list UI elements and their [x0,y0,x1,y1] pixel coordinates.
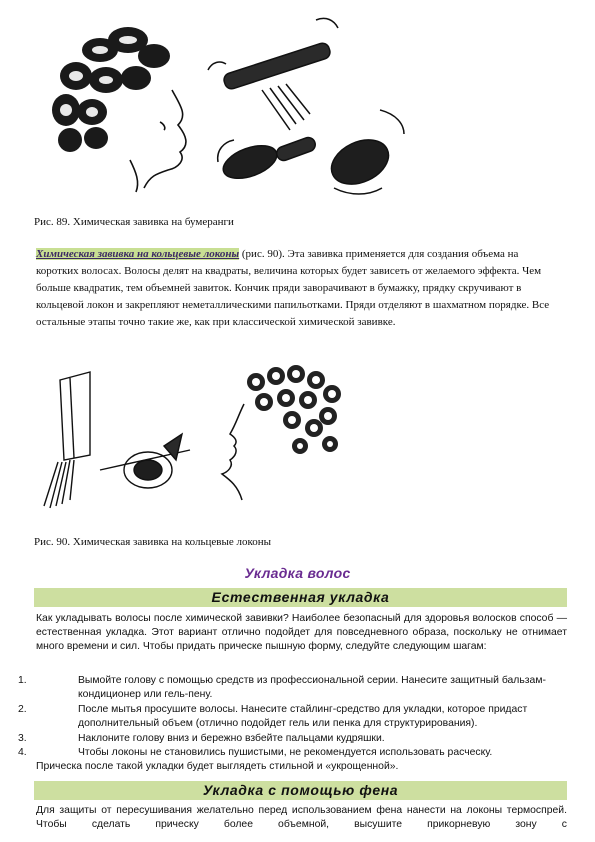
natural-styling-outro: Прическа после такой укладки будет выглядеть стильной и «укрощенной». [36,761,399,772]
subheading-hair-dryer-styling: Укладка с помощью фена [34,781,567,800]
list-text: Чтобы локоны не становились пушистыми, не рекомендуется использовать расческу. [78,747,493,758]
paragraph-text: (рис. 90). Эта завивка применяется для создания объема на коротких волосах. Волосы делят на квадраты, величина которых будет зависеть от желаемого эффекта. Чем больше квадратик, тем объемней завиток. Кончик пряди заворачивают в бумажку, прядку скручивают в кольцевой локон и закрепляют неметаллическими папильотками. Пряди отделяют в шахматном порядке. Все остальные этапы точно такие же, как при классической химической завивке. [36,248,550,328]
curls-mass [52,27,170,152]
list-text: Наклоните голову вниз и бережно взбейте пальцами кудряшки. [78,733,385,744]
list-text: После мытья просушите волосы. Нанесите стайлинг-средство для укладки, которое придаст дополнительный объем (отлично подойдет гель или пенка для структурирования). [78,704,528,729]
highlight-term: Химическая завивка на кольцевые локоны [36,248,240,260]
natural-styling-intro: Как укладывать волосы после химической завивки? Наиболее безопасный для здоровья волосков способ — естественная укладка. Этот вариант отлично подойдет для повседневного образа, поскольку не отнимает много времени и сил. Чтобы придать прическе пышную форму, следуйте следующим шагам: [36,613,567,652]
list-item [18,746,568,760]
ring-curl-pin-drawing [100,434,190,488]
paper-strand-drawing [44,372,90,508]
list-item [18,703,568,731]
list-text: Вымойте голову с помощью средств из профессиональной серии. Нанесите защитный бальзам-кондиционер или гель-пену. [78,675,546,700]
list-number: 4. [18,747,27,758]
list-number: 2. [18,704,27,715]
list-item [18,674,568,702]
paragraph-ring-curls [36,246,556,331]
section-title-hair-styling: Укладка волос [244,565,351,581]
boomerang-roller-drawing [208,18,338,130]
subheading-natural-styling: Естественная укладка [34,588,567,607]
roller-curl-drawing [218,136,317,185]
ring-curled-head-drawing [222,365,341,500]
figure-90-caption: Рис. 90. Химическая завивка на кольцевые локоны [34,536,272,548]
list-item [18,732,568,746]
finished-roll-drawing [324,110,404,194]
figure-90-illustration [30,350,410,520]
list-number: 3. [18,733,27,744]
list-number: 1. [18,675,27,686]
figure-89-caption: Рис. 89. Химическая завивка на бумеранги [34,216,234,228]
hair-dryer-paragraph: Для защиты от пересушивания желательно перед использованием фена нанести на локоны термоспрей. Чтобы сделать прическу более объемной, высушите прикорневую зону с [36,805,567,830]
curled-head-drawing [130,90,186,192]
figure-89-illustration [40,10,480,200]
